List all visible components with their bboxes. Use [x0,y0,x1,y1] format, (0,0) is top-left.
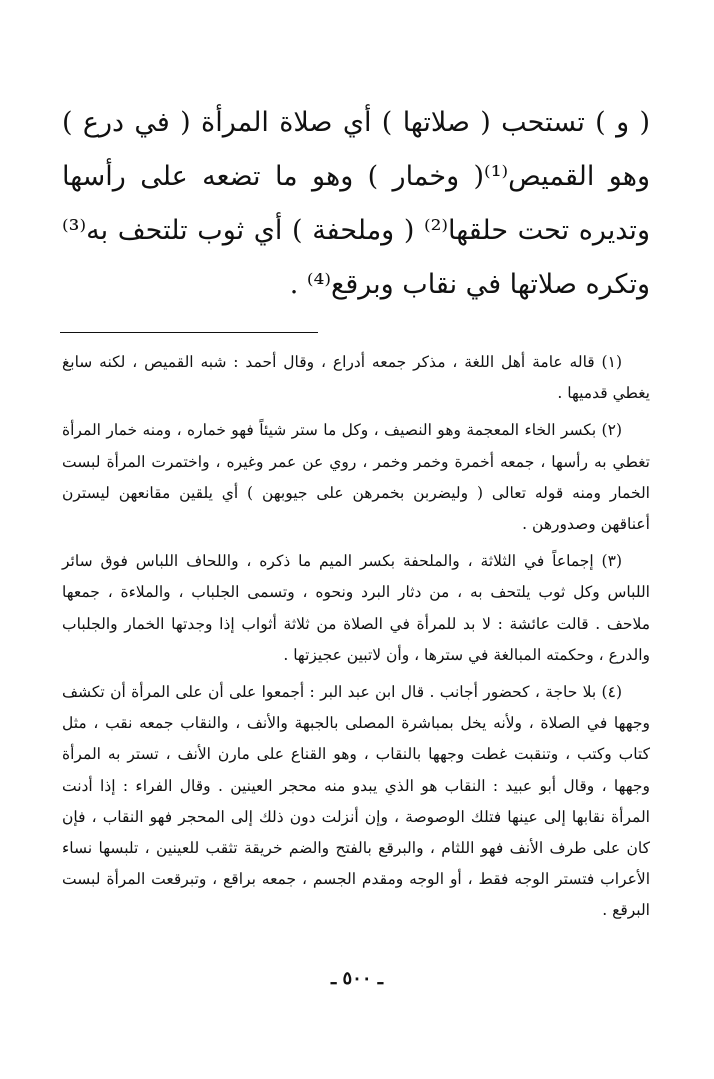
footnote-3: (٣) إجماعاً في الثلاثة ، والملحفة بكسر الميم ما ذكره ، واللحاف اللباس فوق سائر اللباس وكل ثوب يلتحف به ، من دثار البرد ونحوه ، وتسمى الجلباب ، والملاءة ، جمعها ملاحف . قالت عائشة : لا بد للمرأة في الصلاة من ثلاثة أثواب إذا وجدتها الخمار والجلباب والدرع ، وحكمته المبالغة في سترها ، وأن لاتبين عجيزتها . [62,552,650,664]
footnotes [62,347,650,927]
footnote-2: (٢) بكسر الخاء المعجمة وهو النصيف ، وكل ما ستر شيئاً فهو خماره ، ومنه خمار المرأة تغطي به رأسها ، جمعه أخمرة وخمر وخمر ، روي عن عمر وغيره ، واختمرت المرأة لبست الخمار ومنه قوله تعالى ( وليضربن بخمرهن على جيوبهن ) أي يلقين مقانعهن ليسترن أعناقهن وصدورهن . [62,421,650,534]
footnote-4: (٤) بلا حاجة ، كحضور أجانب . قال ابن عبد البر : أجمعوا على أن على المرأة أن تكشف وجهها في الصلاة ، ولأنه يخل بمباشرة المصلى بالجبهة والأنف ، والنقاب جمعه نقب ، مثل كتاب وكتب ، وتنقبت غطت وجهها بالنقاب ، وهو القناع على مارن الأنف ، تستر به المرأة وجهها ، وقال أبو عبيد : النقاب هو الذي يبدو منه محجر العينين . وقال الفراء : إذا أدنت المرأة نقابها إلى عينها فتلك الوصوصة ، وإن أنزلت دون ذلك إلى المحجر فهو النقاب ، فإن كان على طرف الأنف فهو اللثام ، والبرقع بالفتح والضم خريقة تثقب للعينين ، تلبسها نساء الأعراب فتستر الوجه فقط ، أو الوجه ومقدم الجسم ، جمعه براقع ، وتبرقعت المرأة لبست البرقع . [62,683,650,920]
footnote-separator [60,332,318,333]
page-number: ـ ٥٠٠ ـ [330,968,384,989]
main-text: ( و ) تستحب ( صلاتها ) أي صلاة المرأة ( في درع ) وهو القميص⁽¹⁾( وخمار ) وهو ما تضعه على رأسها وتديره تحت حلقها⁽²⁾ ( وملحفة ) أي ثوب تلتحف به⁽³⁾ وتكره صلاتها في نقاب وبرقع⁽⁴⁾ . [62,107,650,300]
footnote-1: (١) قاله عامة أهل اللغة ، مذكر جمعه أدراع ، وقال أحمد : شبه القميص ، لكنه سابغ يغطي قدميها . [62,353,650,403]
page-body [62,96,650,933]
